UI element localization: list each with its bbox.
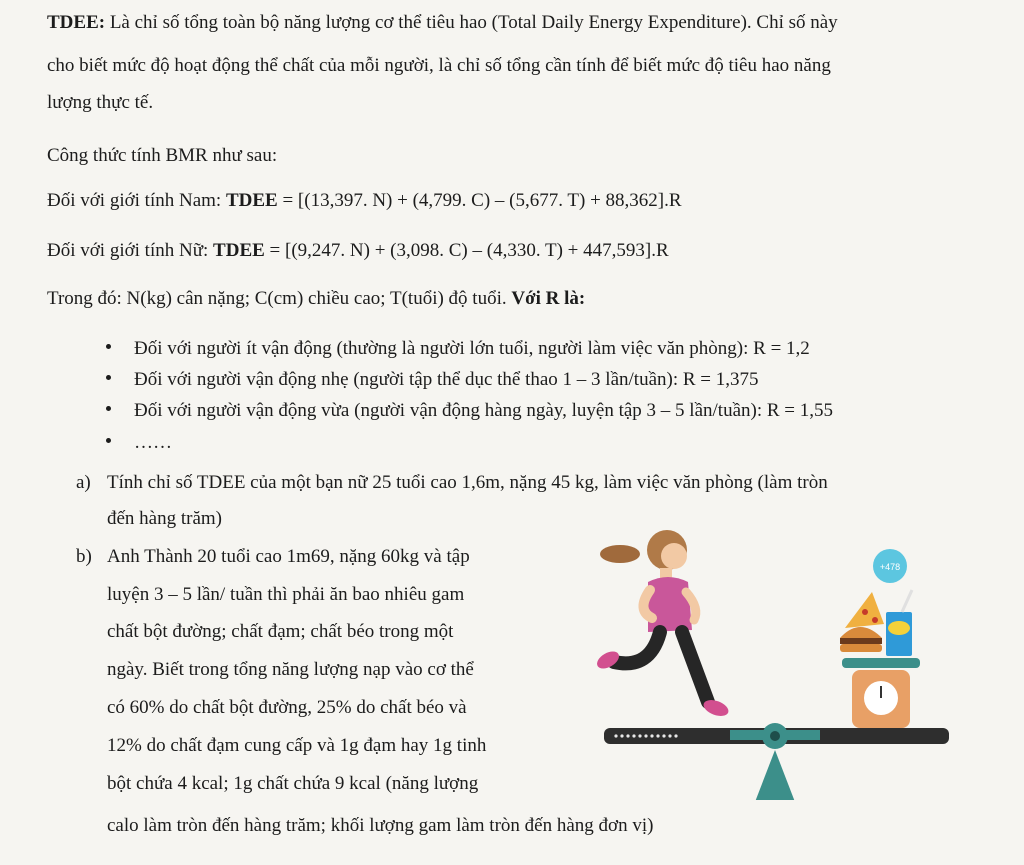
list-item-text: Đối với người vận động nhẹ (người tập thể dục thể thao 1 – 3 lần/tuần): R = 1,375 [134,369,759,390]
pizza-icon [845,592,884,628]
runner-scale-illustration [590,520,960,800]
intro-line-3: lượng thực tế. [47,92,154,113]
female-label: TDEE [213,240,265,261]
calorie-badge [873,549,907,583]
intro-line-1 [47,12,838,34]
question-a-line: Tính chỉ số TDEE của một bạn nữ 25 tuổi cao 1,6m, nặng 45 kg, làm việc văn phòng (làm tròn [107,472,828,493]
male-formula [47,190,682,212]
male-label: TDEE [225,190,278,211]
calorie-badge-text: +478 [879,562,901,572]
question-b-line: Anh Thành 20 tuổi cao 1m69, nặng 60kg và tập [107,546,470,567]
female-equation: = [(9,247. N) + (3,098. C) – (4,330. T) + 447,593].R [264,240,669,261]
bullet-icon [106,438,111,443]
question-b-line: bột chứa 4 kcal; 1g chất chứa 9 kcal (năng lượng [107,773,479,794]
where-text: Trong đó: N(kg) cân nặng; C(cm) chiều cao; T(tuổi) độ tuổi. [47,288,512,309]
list-item-text: …… [134,432,172,453]
question-b-label: b) [76,546,92,567]
intro-line-2: cho biết mức độ hoạt động thể chất của mỗi người, là chỉ số tổng cần tính để biết mức độ tiêu hao năng [47,55,831,76]
tdee-term: TDEE: [47,12,106,33]
question-a-line: đến hàng trăm) [107,508,223,529]
question-b-line: calo làm tròn đến hàng trăm; khối lượng gam làm tròn đến hàng đơn vị) [107,815,654,836]
question-b-line: luyện 3 – 5 lần/ tuần thì phải ăn bao nhiêu gam [107,584,465,605]
question-b-line: chất bột đường; chất đạm; chất béo trong một [107,621,454,642]
food-scale [842,658,920,728]
scale-stand [755,750,795,800]
question-b-line: có 60% do chất bột đường, 25% do chất béo và [107,697,467,718]
question-b-line: 12% do chất đạm cung cấp và 1g đạm hay 1g tinh [107,735,487,756]
runner-shirt [648,577,692,632]
where-line [47,288,585,310]
burger-icon [840,627,882,652]
where-bold: Với R là: [511,288,586,309]
female-formula [47,240,669,262]
male-prefix: Đối với giới tính Nam: [47,190,226,211]
bullet-icon [106,344,111,349]
list-item-text: Đối với người vận động vừa (người vận động hàng ngày, luyện tập 3 – 5 lần/tuần): R = 1,55 [134,400,834,421]
runner-figure [594,530,731,719]
female-prefix: Đối với giới tính Nữ: [47,240,214,261]
formula-heading: Công thức tính BMR như sau: [47,145,278,166]
drink-icon [886,590,912,656]
question-b-line: ngày. Biết trong tổng năng lượng nạp vào cơ thể [107,659,474,680]
bullet-icon [106,406,111,411]
male-equation: = [(13,397. N) + (4,799. C) – (5,677. T) + 88,362].R [277,190,682,211]
question-a-label: a) [76,472,91,493]
intro-text-1: Là chỉ số tổng toàn bộ năng lượng cơ thể tiêu hao (Total Daily Energy Expenditure). Chỉ số này [105,12,838,33]
list-item-text: Đối với người ít vận động (thường là người lớn tuổi, người làm việc văn phòng): R = 1,2 [134,338,810,359]
bullet-icon [106,375,111,380]
